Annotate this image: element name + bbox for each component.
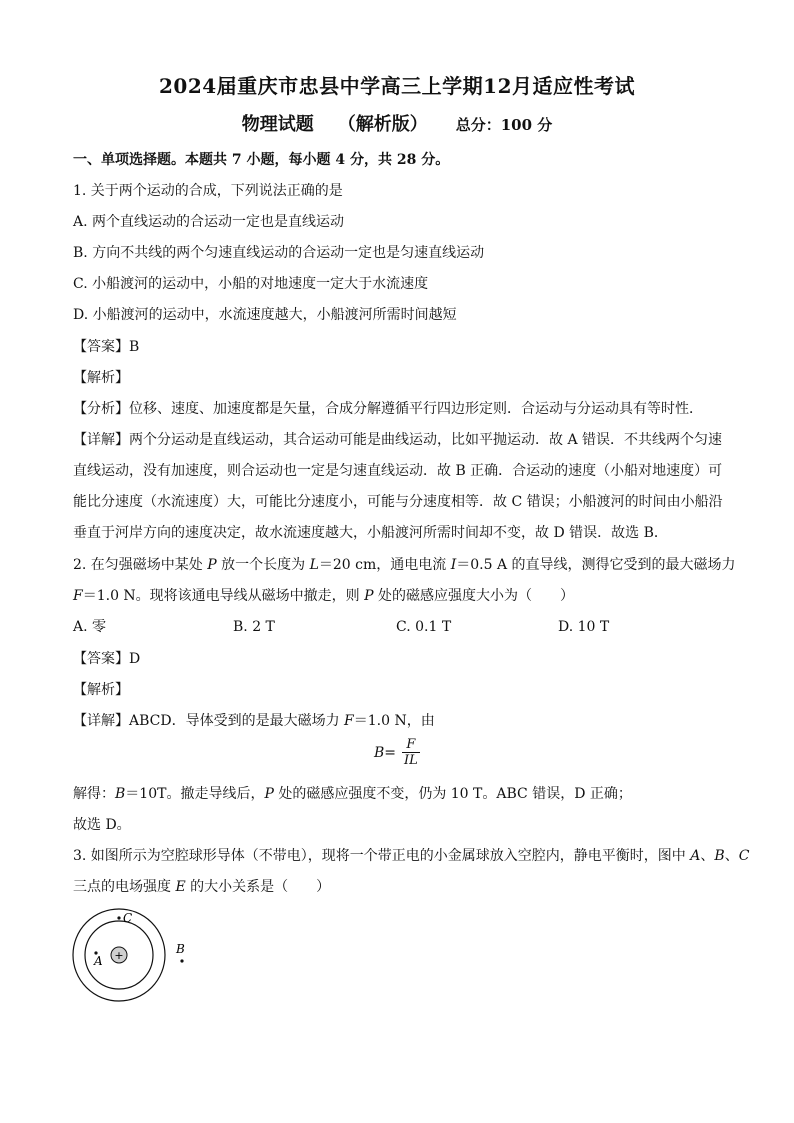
q1-fenxi: 【分析】位移、速度、加速度都是矢量，合成分解遵循平行四边形定则．合运动与分运动具有等时性． — [73, 401, 703, 417]
point-a-label: A — [94, 954, 103, 968]
var-i: I — [450, 557, 457, 573]
q2-option-d: D. 10 T — [558, 619, 610, 635]
point-b-dot — [180, 959, 183, 962]
point-b-label: B — [176, 942, 185, 956]
q1-option-b: B. 方向不共线的两个匀速直线运动的合运动一定也是匀速直线运动 — [73, 245, 485, 261]
q1-analysis-label: 【解析】 — [73, 370, 129, 386]
fraction — [402, 737, 420, 768]
point-c-dot — [117, 916, 120, 919]
q1-answer: 【答案】B — [73, 339, 140, 355]
q2-stem-line1: 2. 在匀强磁场中某处 P 放一个长度为 L＝20 cm，通电电流 I＝0.5 A 的直导线，测得它受到的最大磁场力 — [73, 557, 736, 573]
q2-analysis-label: 【解析】 — [73, 682, 129, 698]
var-p: P — [264, 786, 274, 802]
point-c-label: C — [123, 911, 133, 925]
exam-title: 2024届重庆市忠县中学高三上学期12月适应性考试 — [159, 74, 635, 98]
q2-option-b: B. 2 T — [233, 619, 275, 635]
subject-label: 物理试题 — [241, 114, 314, 135]
var-f: F — [344, 713, 354, 729]
q2-stem-line2: F＝1.0 N。现将该通电导线从磁场中撤走，则 P 处的磁感应强度大小为（ ） — [73, 588, 575, 604]
q2-detail: 【详解】ABCD．导体受到的是最大磁场力 F＝1.0 N，由 — [73, 713, 435, 729]
q1-option-c: C. 小船渡河的运动中，小船的对地速度一定大于水流速度 — [73, 276, 429, 292]
q1-detail-line: 【详解】两个分运动是直线运动，其合运动可能是曲线运动，比如平抛运动．故 A 错误．不共线两个匀速 — [73, 432, 723, 448]
q2-answer: 【答案】D — [73, 651, 141, 667]
point-a: A — [690, 848, 701, 864]
var-p: P — [207, 557, 217, 573]
q1-detail-line: 垂直于河岸方向的速度决定，故水流速度越大，小船渡河所需时间却不变，故 D 错误．故选 B． — [73, 525, 668, 541]
formula-b-equals-f-over-il: B= $\frac{F}{IL}$ — [374, 737, 418, 768]
var-b: B — [115, 786, 126, 802]
q2-conclusion: 故选 D。 — [73, 817, 131, 833]
var-l: L — [309, 557, 319, 573]
q3-stem-line2: 三点的电场强度 E 的大小关系是（ ） — [73, 879, 331, 895]
q3-stem-line1: 3. 如图所示为空腔球形导体（不带电），现将一个带正电的小金属球放入空腔内，静电平衡时，图中 A、B、C — [73, 848, 750, 864]
plus-charge-icon: + — [114, 949, 124, 962]
var-p: P — [364, 588, 374, 604]
q1-detail-line: 能比分速度（水流速度）大，可能比分速度小，可能与分速度相等．故 C 错误；小船渡河的时间由小船沿 — [73, 494, 723, 510]
q1-stem: 1. 关于两个运动的合成，下列说法正确的是 — [73, 183, 343, 199]
point-c: C — [738, 848, 750, 864]
var-f: F — [73, 588, 83, 604]
q2-option-c: C. 0.1 T — [396, 619, 452, 635]
q1-option-d: D. 小船渡河的运动中，水流速度越大，小船渡河所需时间越短 — [73, 307, 457, 323]
exam-subtitle — [0, 110, 794, 136]
edition-label: （解析版） — [337, 114, 428, 135]
point-b: B — [714, 848, 725, 864]
formula-lhs: B — [374, 744, 385, 761]
q2-option-a: A. 零 — [73, 619, 107, 635]
q1-option-a: A. 两个直线运动的合运动一定也是直线运动 — [73, 214, 345, 230]
fraction-denominator: IL — [404, 753, 418, 768]
fraction-numerator: F — [402, 737, 420, 753]
section-heading: 一、单项选择题。本题共 7 小题，每小题 4 分，共 28 分。 — [73, 152, 450, 168]
q2-solution: 解得：B＝10T。撤走导线后，P 处的磁感应强度不变，仍为 10 T。ABC 错误，D 正确； — [73, 786, 632, 802]
hollow-sphere-figure — [70, 905, 200, 1005]
var-e: E — [175, 879, 186, 895]
q1-detail-line: 直线运动，没有加速度，则合运动也一定是匀速直线运动．故 B 正确．合运动的速度（小船对地速度）可 — [73, 463, 723, 479]
total-score: 总分：100 分 — [455, 116, 553, 134]
